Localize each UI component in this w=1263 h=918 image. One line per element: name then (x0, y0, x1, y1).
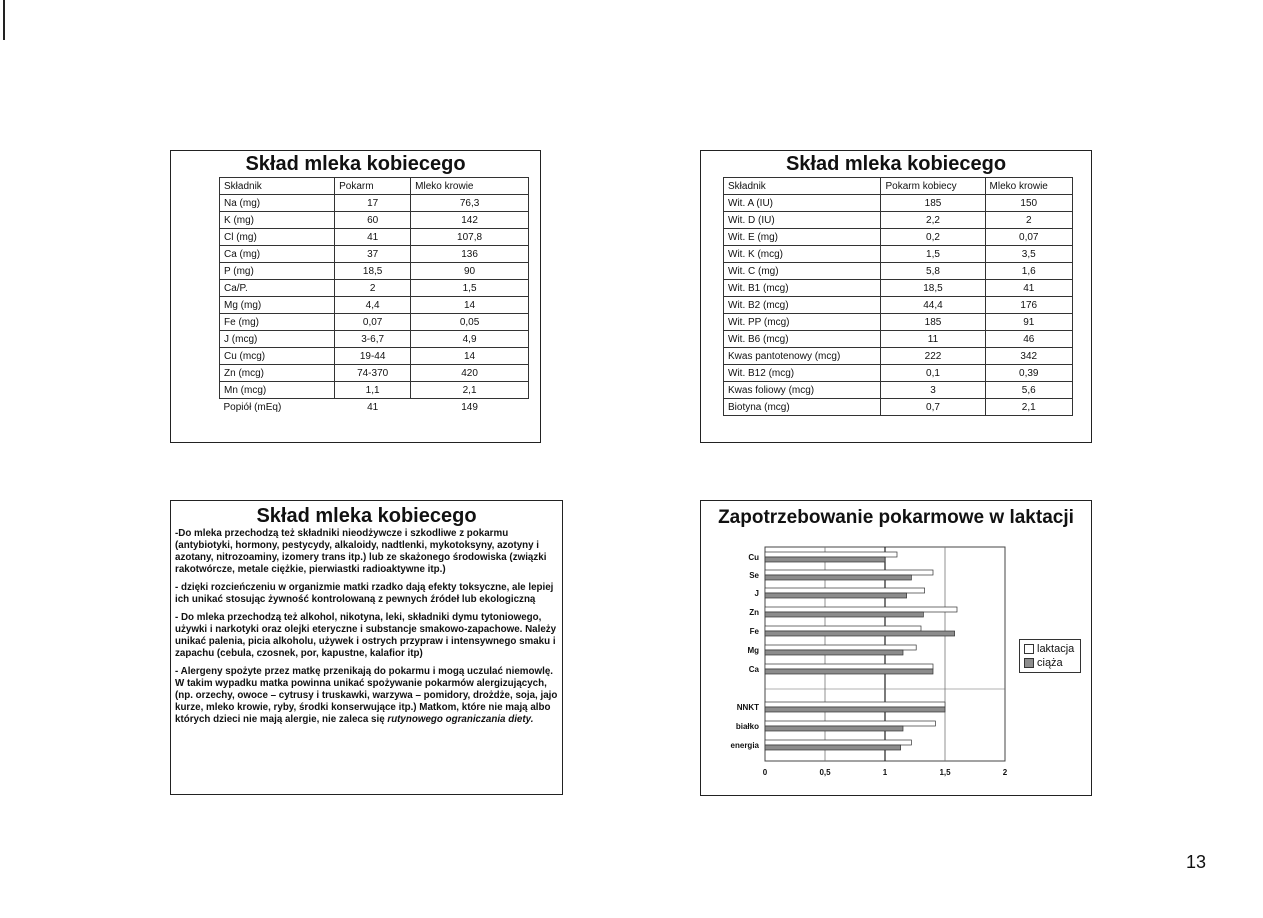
table-row (220, 365, 529, 382)
table-cell: 5,8 (881, 263, 985, 280)
table-cell: Pokarm kobiecy (881, 178, 985, 195)
table-header-row (220, 178, 529, 195)
scan-edge-mark (3, 0, 5, 40)
table-cell: 90 (411, 263, 529, 280)
table-cell: Wit. A (IU) (724, 195, 881, 212)
table-cell: 1,5 (881, 246, 985, 263)
legend-item-laktacja (1024, 642, 1074, 656)
table-row (220, 212, 529, 229)
legend-label: laktacja (1037, 643, 1075, 655)
table-row (220, 314, 529, 331)
table-cell: 14 (411, 348, 529, 365)
table-cell: 74-370 (335, 365, 411, 382)
table-cell: 185 (881, 195, 985, 212)
table-cell: 3,5 (985, 246, 1072, 263)
bar-ciaza (765, 575, 911, 580)
bar-ciaza (765, 745, 901, 750)
table-cell: Wit. E (mg) (724, 229, 881, 246)
table-cell: 41 (985, 280, 1072, 297)
table-cell: Wit. D (IU) (724, 212, 881, 229)
bar-laktacja (765, 570, 933, 575)
table-cell: 19-44 (335, 348, 411, 365)
category-label: NNKT (736, 703, 759, 712)
table-cell: 0,05 (411, 314, 529, 331)
legend-swatch-white (1024, 644, 1034, 654)
table-cell: 41 (367, 401, 379, 413)
table-cell: 60 (335, 212, 411, 229)
table-cell: 149 (461, 401, 478, 413)
chart-legend (1019, 639, 1081, 673)
table-header-row (724, 178, 1073, 195)
table-cell: 107,8 (411, 229, 529, 246)
paragraph: - Do mleka przechodzą też alkohol, nikotyna, leki, składniki dymu tytoniowego, używki i narkotyki oraz olejki eteryczne i substancje smakowo-zapachowe. Należy unikać palenia, picia alkoholu, używek i ostrych przypraw i intensywnego smaku i zapachu (cebula, czosnek, por, kapustne, kalafior itp) (175, 612, 557, 659)
table-cell: 11 (881, 331, 985, 348)
table-cell: Składnik (724, 178, 881, 195)
table-cell: Wit. PP (mcg) (724, 314, 881, 331)
slide-body-text (171, 528, 562, 726)
category-label: Fe (749, 627, 759, 636)
table-row (724, 399, 1073, 416)
table-cell: 76,3 (411, 195, 529, 212)
bar-laktacja (765, 645, 916, 650)
bar-ciaza (765, 557, 885, 562)
table-cell: 222 (881, 348, 985, 365)
category-label: białko (735, 722, 759, 731)
bar-ciaza (765, 631, 955, 636)
category-label: Cu (748, 553, 759, 562)
bar-ciaza (765, 612, 923, 617)
table-cell: Wit. B12 (mcg) (724, 365, 881, 382)
legend-label: ciąża (1037, 657, 1063, 669)
table-cell: 3-6,7 (335, 331, 411, 348)
table-row (220, 280, 529, 297)
table-cell: Wit. C (mg) (724, 263, 881, 280)
bar-ciaza (765, 726, 903, 731)
page-number: 13 (1186, 852, 1207, 872)
table-row (724, 280, 1073, 297)
table-row (220, 297, 529, 314)
table-cell: 2 (985, 212, 1072, 229)
table-row (220, 331, 529, 348)
slide-harmful-substances (170, 500, 563, 795)
paragraph-italic: rutynowego ograniczania diety. (387, 714, 534, 725)
category-label: J (754, 589, 759, 598)
table-cell: Fe (mg) (220, 314, 335, 331)
table-cell: 3 (881, 382, 985, 399)
table-cell: 2,1 (985, 399, 1072, 416)
table-cell: 1,5 (411, 280, 529, 297)
table-row (220, 399, 529, 416)
table-cell: 14 (411, 297, 529, 314)
category-label: Se (749, 571, 759, 580)
table-cell: 420 (411, 365, 529, 382)
bar-ciaza (765, 707, 945, 712)
table-cell: 18,5 (335, 263, 411, 280)
table-row (724, 263, 1073, 280)
bar-laktacja (765, 552, 897, 557)
table-cell: Wit. B6 (mcg) (724, 331, 881, 348)
table-cell: Mleko krowie (411, 178, 529, 195)
legend-swatch-gray (1024, 658, 1034, 668)
table-cell: 44,4 (881, 297, 985, 314)
table-cell: 1,6 (985, 263, 1072, 280)
table-cell: 0,1 (881, 365, 985, 382)
bar-ciaza (765, 650, 903, 655)
table-cell: Ca/P. (220, 280, 335, 297)
table-cell: 150 (985, 195, 1072, 212)
table-cell: Mn (mcg) (220, 382, 335, 399)
table-cell: Na (mg) (220, 195, 335, 212)
table-row (724, 212, 1073, 229)
table-cell: 41 (335, 229, 411, 246)
paragraph (175, 666, 558, 726)
table-cell: 0,39 (985, 365, 1072, 382)
x-tick-label: 0,5 (819, 768, 831, 777)
table-cell: 46 (985, 331, 1072, 348)
table-cell: P (mg) (220, 263, 335, 280)
x-tick-label: 1 (882, 768, 888, 777)
table-row (220, 229, 529, 246)
table-row (724, 365, 1073, 382)
x-tick-label: 2 (1002, 768, 1008, 777)
vitamin-table (723, 177, 1073, 416)
table-cell: 4,4 (335, 297, 411, 314)
table-cell: 176 (985, 297, 1072, 314)
table-cell: Wit. B1 (mcg) (724, 280, 881, 297)
table-cell: Popiół (mEq) (223, 401, 282, 413)
table-cell: K (mg) (220, 212, 335, 229)
slide-vitamin-composition (700, 150, 1092, 443)
table-cell: 0,07 (335, 314, 411, 331)
paragraph: - dzięki rozcieńczeniu w organizmie matki rzadko dają efekty toksyczne, ale lepiej ich unikać stosując żywność kontrolowaną z pewnych źródeł lub ekologiczną (175, 582, 554, 605)
table-cell: 136 (411, 246, 529, 263)
table-row (220, 195, 529, 212)
x-tick-label: 1,5 (939, 768, 951, 777)
table-cell: 5,6 (985, 382, 1072, 399)
table-cell: 1,1 (335, 382, 411, 399)
table-cell: 142 (411, 212, 529, 229)
bar-laktacja (765, 702, 945, 707)
category-label: Mg (747, 646, 759, 655)
bar-ciaza (765, 669, 933, 674)
table-cell: 2,2 (881, 212, 985, 229)
table-cell: 0,7 (881, 399, 985, 416)
bar-laktacja (765, 588, 925, 593)
table-cell: 0,07 (985, 229, 1072, 246)
slide-mineral-composition (170, 150, 541, 443)
x-tick-label: 0 (762, 768, 768, 777)
slide-title: Zapotrzebowanie pokarmowe w laktacji (718, 507, 1074, 528)
category-label: energia (730, 741, 759, 750)
table-row (724, 314, 1073, 331)
table-row (724, 246, 1073, 263)
category-label: Zn (749, 608, 759, 617)
slide-nutrition-chart (700, 500, 1092, 796)
legend-item-ciaza (1024, 656, 1074, 670)
table-cell: Składnik (220, 178, 335, 195)
table-cell: Wit. B2 (mcg) (724, 297, 881, 314)
table-cell: Zn (mcg) (220, 365, 335, 382)
table-row (724, 297, 1073, 314)
slide-title: Skład mleka kobiecego (256, 505, 477, 527)
table-cell: Pokarm (335, 178, 411, 195)
table-row (724, 195, 1073, 212)
table-cell: Cl (mg) (220, 229, 335, 246)
table-cell: 91 (985, 314, 1072, 331)
table-cell: Mg (mg) (220, 297, 335, 314)
paragraph: -Do mleka przechodzą też składniki nieodżywcze i szkodliwe z pokarmu (antybiotyki, hormony, pestycydy, alkaloidy, nadtlenki, mykotoksyny, azotyny i azotany, nitrozoaminy, izomery trans itp.) lub ze skażonego środowiska (związki rakotwórcze, metale ciężkie, pierwiastki radioaktywne itp.) (175, 528, 547, 575)
table-cell: Kwas foliowy (mcg) (724, 382, 881, 399)
table-row (724, 331, 1073, 348)
table-row (220, 246, 529, 263)
table-row (724, 348, 1073, 365)
slide-title: Skład mleka kobiecego (785, 153, 1007, 175)
table-cell: 37 (335, 246, 411, 263)
table-cell: 17 (335, 195, 411, 212)
table-cell: 2 (335, 280, 411, 297)
table-cell: 4,9 (411, 331, 529, 348)
table-row (724, 382, 1073, 399)
table-cell: Cu (mcg) (220, 348, 335, 365)
slide-title: Skład mleka kobiecego (245, 153, 466, 175)
table-cell: Wit. K (mcg) (724, 246, 881, 263)
table-row (220, 382, 529, 399)
paragraph-text: - Alergeny spożyte przez matkę przenikają do pokarmu i mogą uczulać niemowlę. W takim wypadku matka powinna unikać spożywanie pokarmów alergizujących, (np. orzechy, owoce – cytrusy i truskawki, warzywa – pomidory, drożdże, soja, jajo kurze, mleko krowie, ryby, środki konserwujące itp.) Matkom, które nie mają albo których dzieci nie mają alergie, nie zaleca się (175, 666, 558, 725)
table-cell: 2,1 (411, 382, 529, 399)
table-row (724, 229, 1073, 246)
table-row (220, 263, 529, 280)
table-cell: 18,5 (881, 280, 985, 297)
mineral-table (219, 177, 529, 415)
table-row (220, 348, 529, 365)
bar-laktacja (765, 626, 921, 631)
table-cell: 0,2 (881, 229, 985, 246)
table-cell: Biotyna (mcg) (724, 399, 881, 416)
category-label: Ca (748, 665, 759, 674)
table-cell: Kwas pantotenowy (mcg) (724, 348, 881, 365)
table-cell: Mleko krowie (985, 178, 1072, 195)
bar-laktacja (765, 721, 935, 726)
bar-laktacja (765, 607, 957, 612)
bar-ciaza (765, 593, 907, 598)
table-cell: 185 (881, 314, 985, 331)
table-cell: Ca (mg) (220, 246, 335, 263)
bar-laktacja (765, 740, 911, 745)
table-cell: 342 (985, 348, 1072, 365)
bar-laktacja (765, 664, 933, 669)
table-cell: J (mcg) (220, 331, 335, 348)
